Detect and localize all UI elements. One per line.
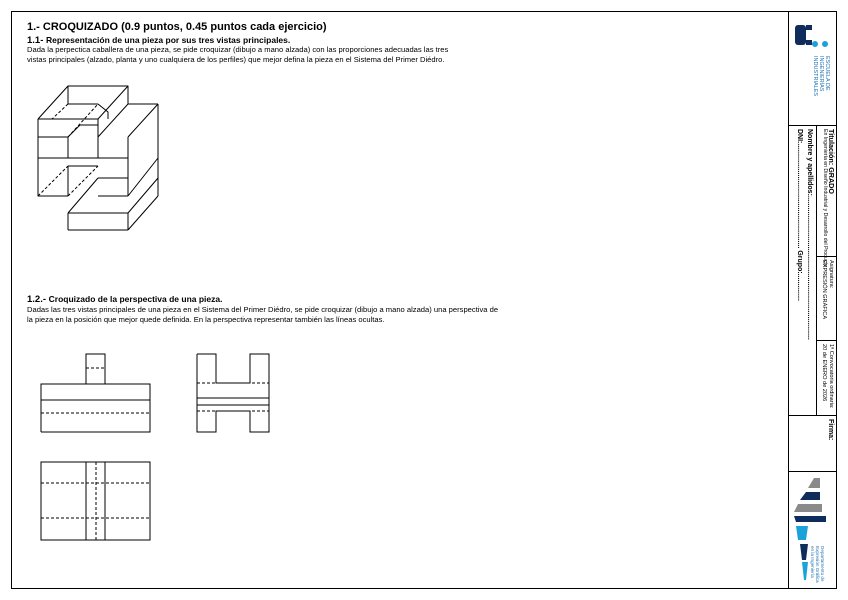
section-2-number: 1.2.- — [27, 294, 47, 305]
school-name-line: INGENIERÍAS — [818, 56, 824, 92]
dni-field[interactable]: DNI:...................................................... Grupo:.............. — [796, 129, 803, 301]
school-name-line: INDUSTRIALES — [812, 56, 818, 97]
convocatoria-label: 1ª Convocatoria ordinaria: — [828, 344, 834, 409]
side-view — [197, 354, 269, 432]
nombre-field[interactable]: Nombre y apellidos:.......................................................................... — [806, 129, 813, 340]
department-name-line: en la Ingeniería — [810, 546, 815, 578]
school-name — [812, 56, 830, 96]
department-name-line: Expresión Gráfica — [815, 546, 820, 583]
title-block-divider — [788, 125, 837, 126]
section-2-line-1: Dadas las tres vistas principales de una pieza en el Sistema del Primer Diédro, se pide croquizar (dibujo a mano alzada) una perspectiva de — [27, 305, 499, 314]
section-1-line-2: vistas principales (alzado, planta y uno cualquiera de los perfiles) que mejor defina la pieza en el Sistema del Primer Diédro. — [27, 55, 445, 64]
titulacion-label: Titulación: GRADO — [827, 129, 836, 194]
title-block-column — [816, 125, 817, 415]
plan-view — [41, 462, 150, 540]
school-name-line: ESCUELA DE — [824, 56, 830, 91]
title-block-divider — [788, 415, 837, 416]
asignatura-value: EXPRESIÓN GRÁFICA — [821, 260, 827, 320]
section-1-number: 1.1- — [27, 35, 44, 46]
title-block-divider — [788, 471, 837, 472]
title-block-cell-divider — [816, 340, 837, 341]
section-2-line-2: la pieza en la posición que mejor quede definida. En la perspectiva representar también las líneas ocultas. — [27, 315, 385, 324]
front-view — [41, 354, 150, 432]
titulacion-value: En Ingeniería en Diseño Industrial y Desarrollo del Producto — [822, 129, 828, 267]
department-name-line: Departamento de — [820, 546, 825, 582]
convocatoria-date: 20 de ENERO de 2026 — [821, 344, 827, 402]
firma-field[interactable]: Firma: — [827, 419, 834, 441]
section-1-title-text: Representación de una pieza por sus tres vistas principales. — [46, 35, 291, 45]
section-2-title-text: Croquizado de la perspectiva de una pieza. — [48, 294, 223, 304]
cavalier-perspective — [38, 86, 158, 230]
department-name — [810, 546, 825, 583]
asignatura-label: Asignatura: — [828, 260, 834, 289]
page-heading: 1.- CROQUIZADO (0.9 puntos, 0.45 puntos cada ejercicio) — [27, 21, 327, 33]
section-1-line-1: Dada la perpectica caballera de una pieza, se pide croquizar (dibujo a mano alzada) con las proporciones adecuadas las tres — [27, 45, 449, 54]
perspective-top-face — [38, 86, 128, 119]
